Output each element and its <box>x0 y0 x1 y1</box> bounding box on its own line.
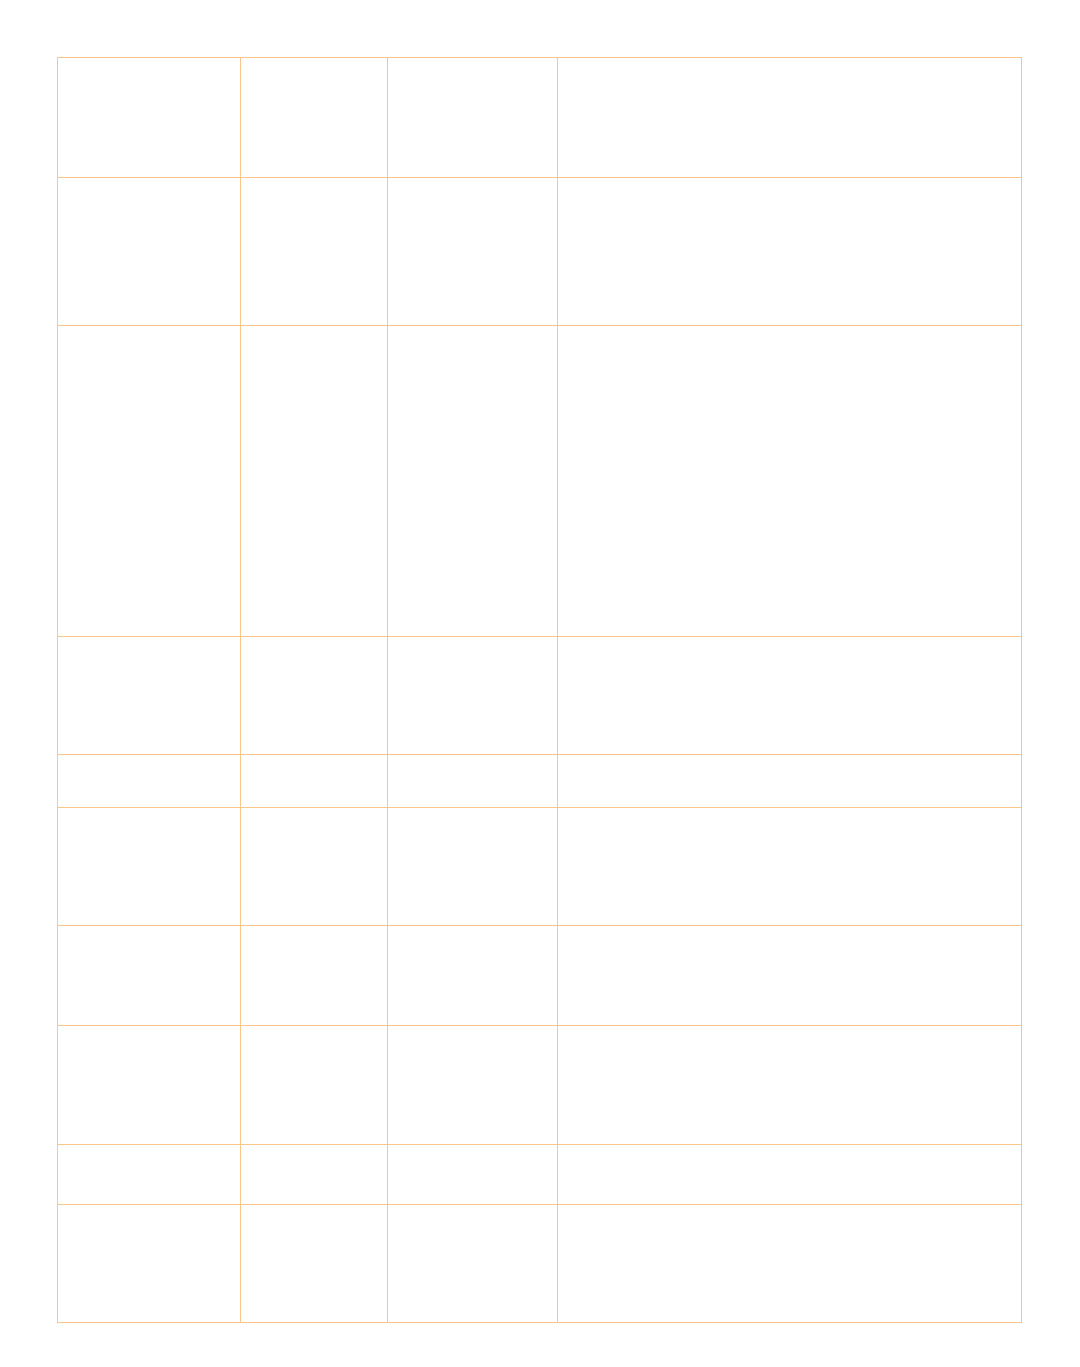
grid-body <box>58 58 1022 1323</box>
table-row <box>58 326 1022 637</box>
table-row <box>58 1145 1022 1205</box>
table-cell <box>558 926 1022 1026</box>
table-cell <box>558 326 1022 637</box>
table-cell <box>241 1205 388 1323</box>
table-cell <box>241 926 388 1026</box>
table-cell <box>58 1026 241 1145</box>
table-cell <box>388 1205 558 1323</box>
table-cell <box>558 637 1022 755</box>
table-row <box>58 755 1022 808</box>
table-row <box>58 1205 1022 1323</box>
table-cell <box>388 926 558 1026</box>
empty-grid-table <box>57 57 1022 1323</box>
table-row <box>58 926 1022 1026</box>
table-cell <box>241 1026 388 1145</box>
table-cell <box>58 808 241 926</box>
table-cell <box>241 326 388 637</box>
table-cell <box>558 1205 1022 1323</box>
table-row <box>58 178 1022 326</box>
table-row <box>58 808 1022 926</box>
table-cell <box>558 1026 1022 1145</box>
table-cell <box>388 755 558 808</box>
table-cell <box>241 755 388 808</box>
table-cell <box>241 1145 388 1205</box>
table-cell <box>558 1145 1022 1205</box>
table-cell <box>388 637 558 755</box>
table-cell <box>388 326 558 637</box>
table-cell <box>241 808 388 926</box>
table-cell <box>388 178 558 326</box>
table-cell <box>388 1145 558 1205</box>
table-cell <box>58 637 241 755</box>
table-cell <box>58 755 241 808</box>
table-cell <box>58 326 241 637</box>
table-row <box>58 1026 1022 1145</box>
table-cell <box>558 178 1022 326</box>
table-cell <box>388 1026 558 1145</box>
table-cell <box>388 58 558 178</box>
table-cell <box>558 755 1022 808</box>
table-cell <box>558 58 1022 178</box>
table-cell <box>241 178 388 326</box>
table-cell <box>558 808 1022 926</box>
table-cell <box>241 58 388 178</box>
table-cell <box>388 808 558 926</box>
table-cell <box>58 1205 241 1323</box>
table-cell <box>58 178 241 326</box>
table-cell <box>58 926 241 1026</box>
table-row <box>58 637 1022 755</box>
table-cell <box>241 637 388 755</box>
table-row <box>58 58 1022 178</box>
table-cell <box>58 1145 241 1205</box>
table-cell <box>58 58 241 178</box>
